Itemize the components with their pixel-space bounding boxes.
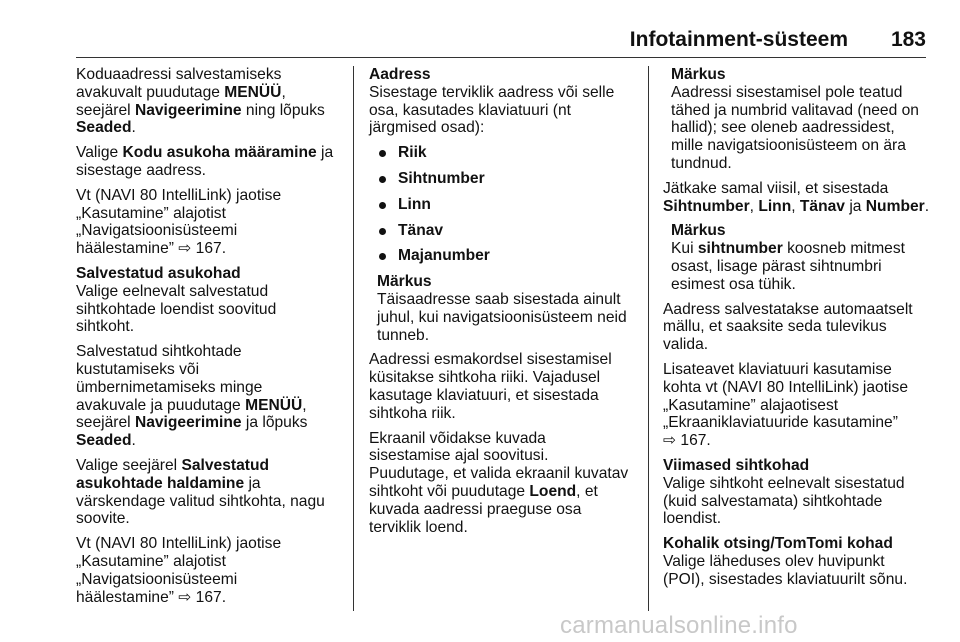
header-divider <box>76 57 926 58</box>
list-item: Linn <box>369 196 649 214</box>
section-heading: Salvestatud asukohad <box>76 264 241 282</box>
column-2 <box>369 66 649 543</box>
paragraph: Salvestatud sihtkohtade kustutamiseks või ümbernimetamiseks minge avakuvale ja puudutage MENÜÜ, seejärel Navigeerimine ja lõpuks Seaded. <box>76 343 308 450</box>
page-header <box>76 28 926 52</box>
paragraph: Valige Kodu asukoha määramine ja sisestage aadress. <box>76 144 334 179</box>
cross-reference: Lisateavet klaviatuuri kasutamise kohta vt (NAVI 80 IntelliLink) jaotise „Kasutamine” alajaotisest „Ekraaniklaviatuuride kasutamine” ⇨ 167. <box>663 360 908 450</box>
bullet-icon <box>379 150 386 157</box>
paragraph: Jätkake samal viisil, et sisestada Sihtnumber, Linn, Tänav ja Number. <box>663 179 930 215</box>
column-divider <box>353 66 354 611</box>
note-body: Kui sihtnumber koosneb mitmest osast, lisage pärast sihtnumbri esimest osa tühik. <box>671 240 905 293</box>
paragraph: Ekraanil võidakse kuvada sisestamise ajal soovitusi. Puudutage, et valida ekraanil kuvatav sihtkoht või puudutage Loend, et kuvada aadressi praeguse osa terviklik loend. <box>369 429 629 536</box>
section-heading: Viimased sihtkohad <box>663 456 810 474</box>
list-item: Majanumber <box>369 247 649 265</box>
list-item: Sihtnumber <box>369 170 649 188</box>
section-heading: Kohalik otsing/TomTomi kohad <box>663 535 893 553</box>
watermark: carmanualsonline.info <box>560 612 798 639</box>
note-body: Aadressi sisestamisel pole teatud tähed ja numbrid valitavad (need on hallid); see oleneb aadressidest, mille navigatsioonisüsteem on ära tundnud. <box>671 83 919 172</box>
paragraph: Valige sihtkoht eelnevalt sisestatud (kuid salvestamata) sihtkohtade loendist. <box>663 474 905 528</box>
paragraph: Valige läheduses olev huvipunkt (POI), sisestades klaviatuurilt sõnu. <box>663 552 908 588</box>
note-box <box>671 66 943 173</box>
bullet-icon <box>379 176 386 183</box>
bullet-icon <box>379 202 386 209</box>
list-item: Riik <box>369 144 649 162</box>
list-item: Tänav <box>369 222 649 240</box>
section-heading: Aadress <box>369 66 431 83</box>
paragraph: Valige eelnevalt salvestatud sihtkohtade loendist soovitud sihtkoht. <box>76 282 277 336</box>
cross-reference: Vt (NAVI 80 IntelliLink) jaotise „Kasutamine” alajotist „Navigatsioonisüsteemi häälestamine” ⇨ 167. <box>76 186 282 258</box>
bullet-icon <box>379 228 386 235</box>
paragraph: Valige seejärel Salvestatud asukohtade haldamine ja värskendage valitud sihtkohta, nagu soovite. <box>76 456 325 528</box>
note-title: Märkus <box>377 273 432 291</box>
cross-reference: Vt (NAVI 80 IntelliLink) jaotise „Kasutamine” alajotist „Navigatsioonisüsteemi häälestamine” ⇨ 167. <box>76 535 282 606</box>
note-title: Märkus <box>671 222 726 240</box>
page-number: 183 <box>890 28 926 51</box>
bullet-list <box>369 144 649 265</box>
note-box <box>377 273 649 344</box>
column-3 <box>663 66 943 596</box>
column-1 <box>76 66 352 613</box>
paragraph: Aadressi esmakordsel sisestamisel küsitakse sihtkoha riiki. Vajadusel kasutage klaviatuuri, et sisestada sihtkoha riik. <box>369 351 612 422</box>
note-box <box>671 222 943 293</box>
note-body: Täisaadresse saab sisestada ainult juhul, kui navigatsioonisüsteem neid tunneb. <box>377 290 627 344</box>
page-title: Infotainment-süsteem <box>629 28 848 51</box>
bullet-icon <box>379 253 386 260</box>
paragraph: Koduaadressi salvestamiseks avakuvalt puudutage MENÜÜ, seejärel Navigeerimine ning lõpuks Seaded. <box>76 66 325 137</box>
paragraph: Aadress salvestatakse automaatselt mällu, et saaksite seda tulevikus valida. <box>663 300 913 354</box>
paragraph: Sisestage terviklik aadress või selle osa, kasutades klaviatuuri (nt järgmised osad): <box>369 83 615 137</box>
note-title: Märkus <box>671 66 726 83</box>
